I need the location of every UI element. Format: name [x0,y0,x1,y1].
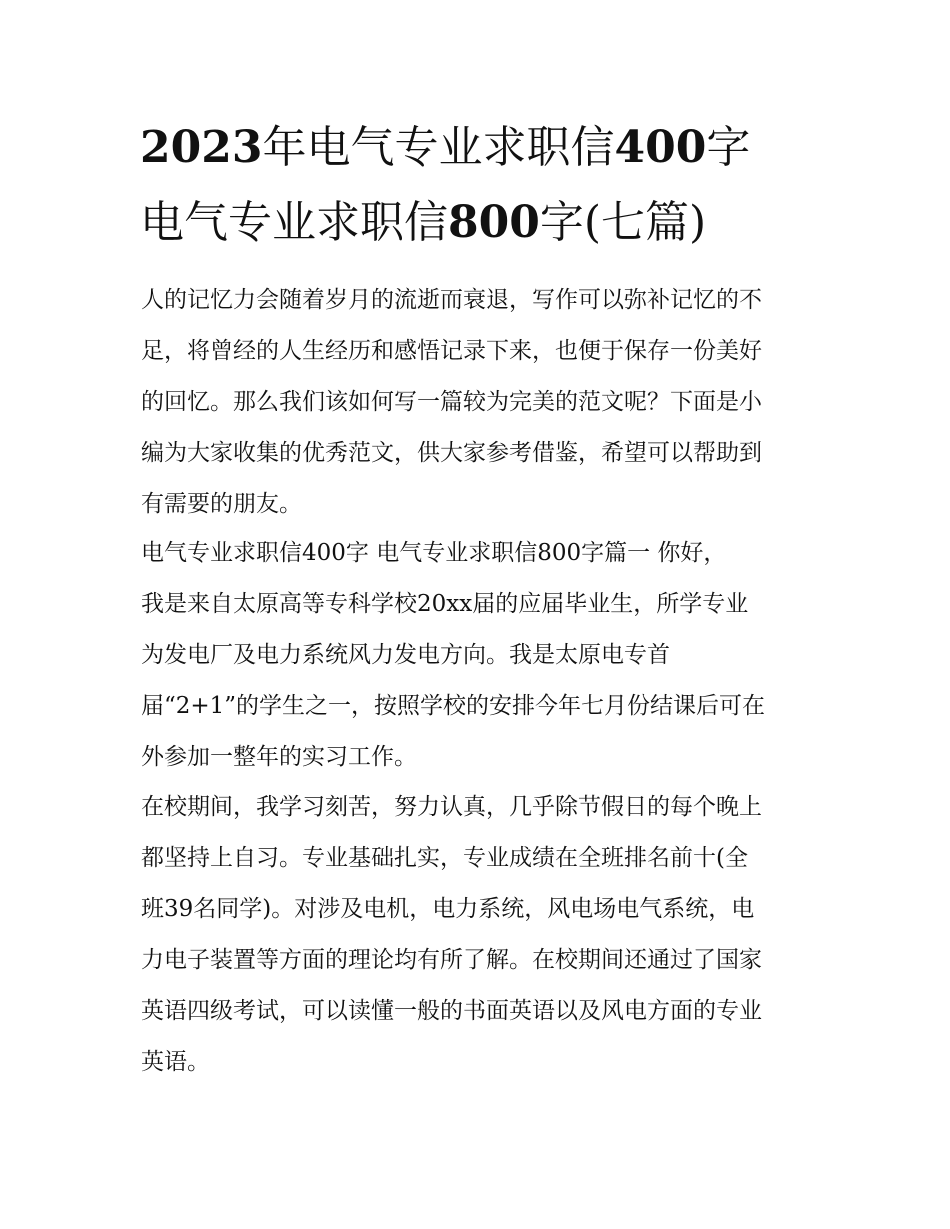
section2-line-1: 在校期间，我学习刻苦，努力认真，几乎除节假日的每个晚上 [141,794,762,820]
intro-line-4: 编为大家收集的优秀范文，供大家参考借鉴，希望可以帮助到 [141,440,762,466]
section2-line-6: 英语。 [141,1049,210,1075]
section2-line-5: 英语四级考试，可以读懂一般的书面英语以及风电方面的专业 [141,998,762,1024]
section2-line-2: 都坚持上自习。专业基础扎实，专业成绩在全班排名前十(全 [141,845,748,871]
section2-line-4: 力电子装置等方面的理论均有所了解。在校期间还通过了国家 [141,947,762,973]
intro-line-5: 有需要的朋友。 [141,491,302,517]
section1-line-1: 电气专业求职信400字 电气专业求职信800字篇一 你好， [141,540,727,566]
section1-line-3: 为发电厂及电力系统风力发电方向。我是太原电专首 [141,642,670,668]
intro-line-2: 足，将曾经的人生经历和感悟记录下来，也便于保存一份美好 [141,338,762,364]
document-title-line-1: 2023年电气专业求职信400字 [140,122,751,173]
section2-line-3: 班39名同学)。对涉及电机，电力系统，风电场电气系统，电 [141,896,755,922]
section1-line-5: 外参加一整年的实习工作。 [141,744,417,770]
intro-line-3: 的回忆。那么我们该如何写一篇较为完美的范文呢？下面是小 [141,389,762,415]
section1-line-2: 我是来自太原高等专科学校20xx届的应届毕业生，所学专业 [141,591,749,617]
intro-line-1: 人的记忆力会随着岁月的流逝而衰退，写作可以弥补记忆的不 [141,287,762,313]
section1-line-4: 届“2+1”的学生之一，按照学校的安排今年七月份结课后可在 [141,693,766,719]
document-title-line-2: 电气专业求职信800字(七篇) [140,197,707,248]
